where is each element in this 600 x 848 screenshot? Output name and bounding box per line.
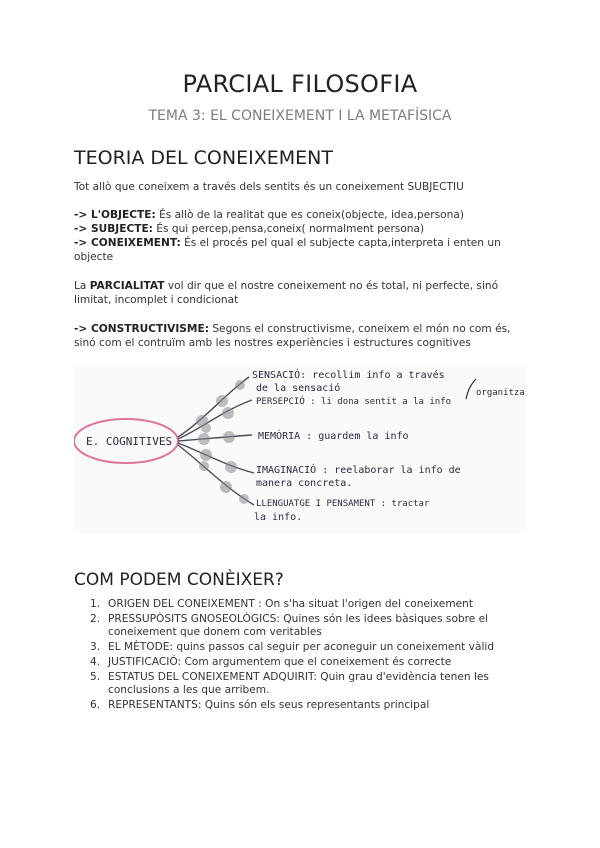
branch-imaginacio-line1: IMAGINACIÓ : reelaborar la info de <box>256 465 461 476</box>
term-objecte: -> L'OBJECTE: <box>74 209 156 221</box>
list-item-text: EL MÈTODE: quins passos cal seguir per aconeguir un coneixement vàlid <box>108 641 495 654</box>
definition-coneixement <box>74 237 501 263</box>
branch-sensacio-line2: de la sensació <box>256 383 341 394</box>
questions-list <box>74 598 534 714</box>
branch-memoria-line1: MEMÒRIA : guardem la info <box>258 431 409 442</box>
constructivisme-text: Segons el constructivisme, coneixem el món no com és, sinó com el contruïm amb les nostres experiències i estructures cognitives <box>74 323 511 349</box>
intro-paragraph: Tot allò que coneixem a través dels sentits és un coneixement SUBJECTIU <box>74 181 464 193</box>
term-coneixement: -> CONEIXEMENT: <box>74 237 181 249</box>
list-item <box>74 598 534 612</box>
text-subjecte: És qui percep,pensa,coneix( normalment persona) <box>152 223 425 235</box>
text-objecte: És allò de la realitat que es coneix(objecte, idea,persona) <box>155 209 464 221</box>
list-item-number: 5. <box>90 670 101 683</box>
definition-objecte <box>74 209 464 221</box>
center-label: E. COGNITIVES <box>86 435 173 448</box>
branch-sensacio-line1: SENSACIÓ: recollim info a través <box>252 370 445 381</box>
list-item-text: PRESSUPÒSITS GNOSEOLÒGICS: Quines són les idees bàsiques sobre el coneixement que donem com veritables <box>108 612 489 639</box>
list-item-number: 2. <box>90 612 101 625</box>
term-subjecte: -> SUBJECTE: <box>74 223 153 235</box>
definition-subjecte <box>74 223 424 235</box>
page-subtitle: TEMA 3: EL CONEIXEMENT I LA METAFÍSICA <box>148 108 452 124</box>
list-item <box>74 671 534 698</box>
list-item-text: REPRESENTANTS: Quins són els seus representants principal <box>108 699 430 712</box>
list-item <box>74 699 534 713</box>
list-item <box>74 641 534 655</box>
list-item-number: 3. <box>90 641 101 654</box>
list-item <box>74 613 534 640</box>
list-item-number: 1. <box>90 598 101 610</box>
parcialitat-paragraph <box>74 279 534 307</box>
list-item-text: JUSTIFICACIÓ: Com argumentem que el coneixement és correcte <box>108 655 452 668</box>
parcialitat-text: vol dir que el nostre coneixement no és total, ni perfecte, sinó limitat, incomplet i condicionat <box>74 280 499 306</box>
branch-persepcio-line1: PERSEPCIÓ : li dona sentit a la info <box>256 397 452 407</box>
list-item <box>74 656 534 670</box>
cognitive-structures-diagram <box>74 365 526 533</box>
branch-llenguatge-line2: la info. <box>254 512 303 523</box>
constructivisme-paragraph <box>74 322 534 350</box>
branch-persepcio-note: organitza <box>476 388 525 398</box>
branch-llenguatge-line1: LLENGUATGE I PENSAMENT : tractar <box>256 499 430 509</box>
section-heading-teoria: TEORIA DEL CONEIXEMENT <box>74 147 333 169</box>
section-heading-conexier: COM PODEM CONÈIXER? <box>74 570 284 590</box>
term-parcialitat: PARCIALITAT <box>89 280 165 292</box>
list-item-text: ORIGEN DEL CONEIXEMENT : On s'ha situat l'origen del coneixement <box>108 598 474 610</box>
definitions-block <box>74 208 534 264</box>
list-item-number: 4. <box>90 655 101 668</box>
text-coneixement: És el procés pel qual el subjecte capta,interpreta i enten un objecte <box>74 237 501 263</box>
parcialitat-pre: La <box>74 280 90 292</box>
list-item-number: 6. <box>90 699 101 712</box>
branch-imaginacio-line2: manera concreta. <box>256 478 353 489</box>
list-item-text: ESTATUS DEL CONEIXEMENT ADQUIRIT: Quin grau d'evidència tenen les conclusions a les que arribem. <box>108 670 489 697</box>
page-title: PARCIAL FILOSOFIA <box>182 70 418 98</box>
term-constructivisme: -> CONSTRUCTIVISME: <box>74 323 209 335</box>
